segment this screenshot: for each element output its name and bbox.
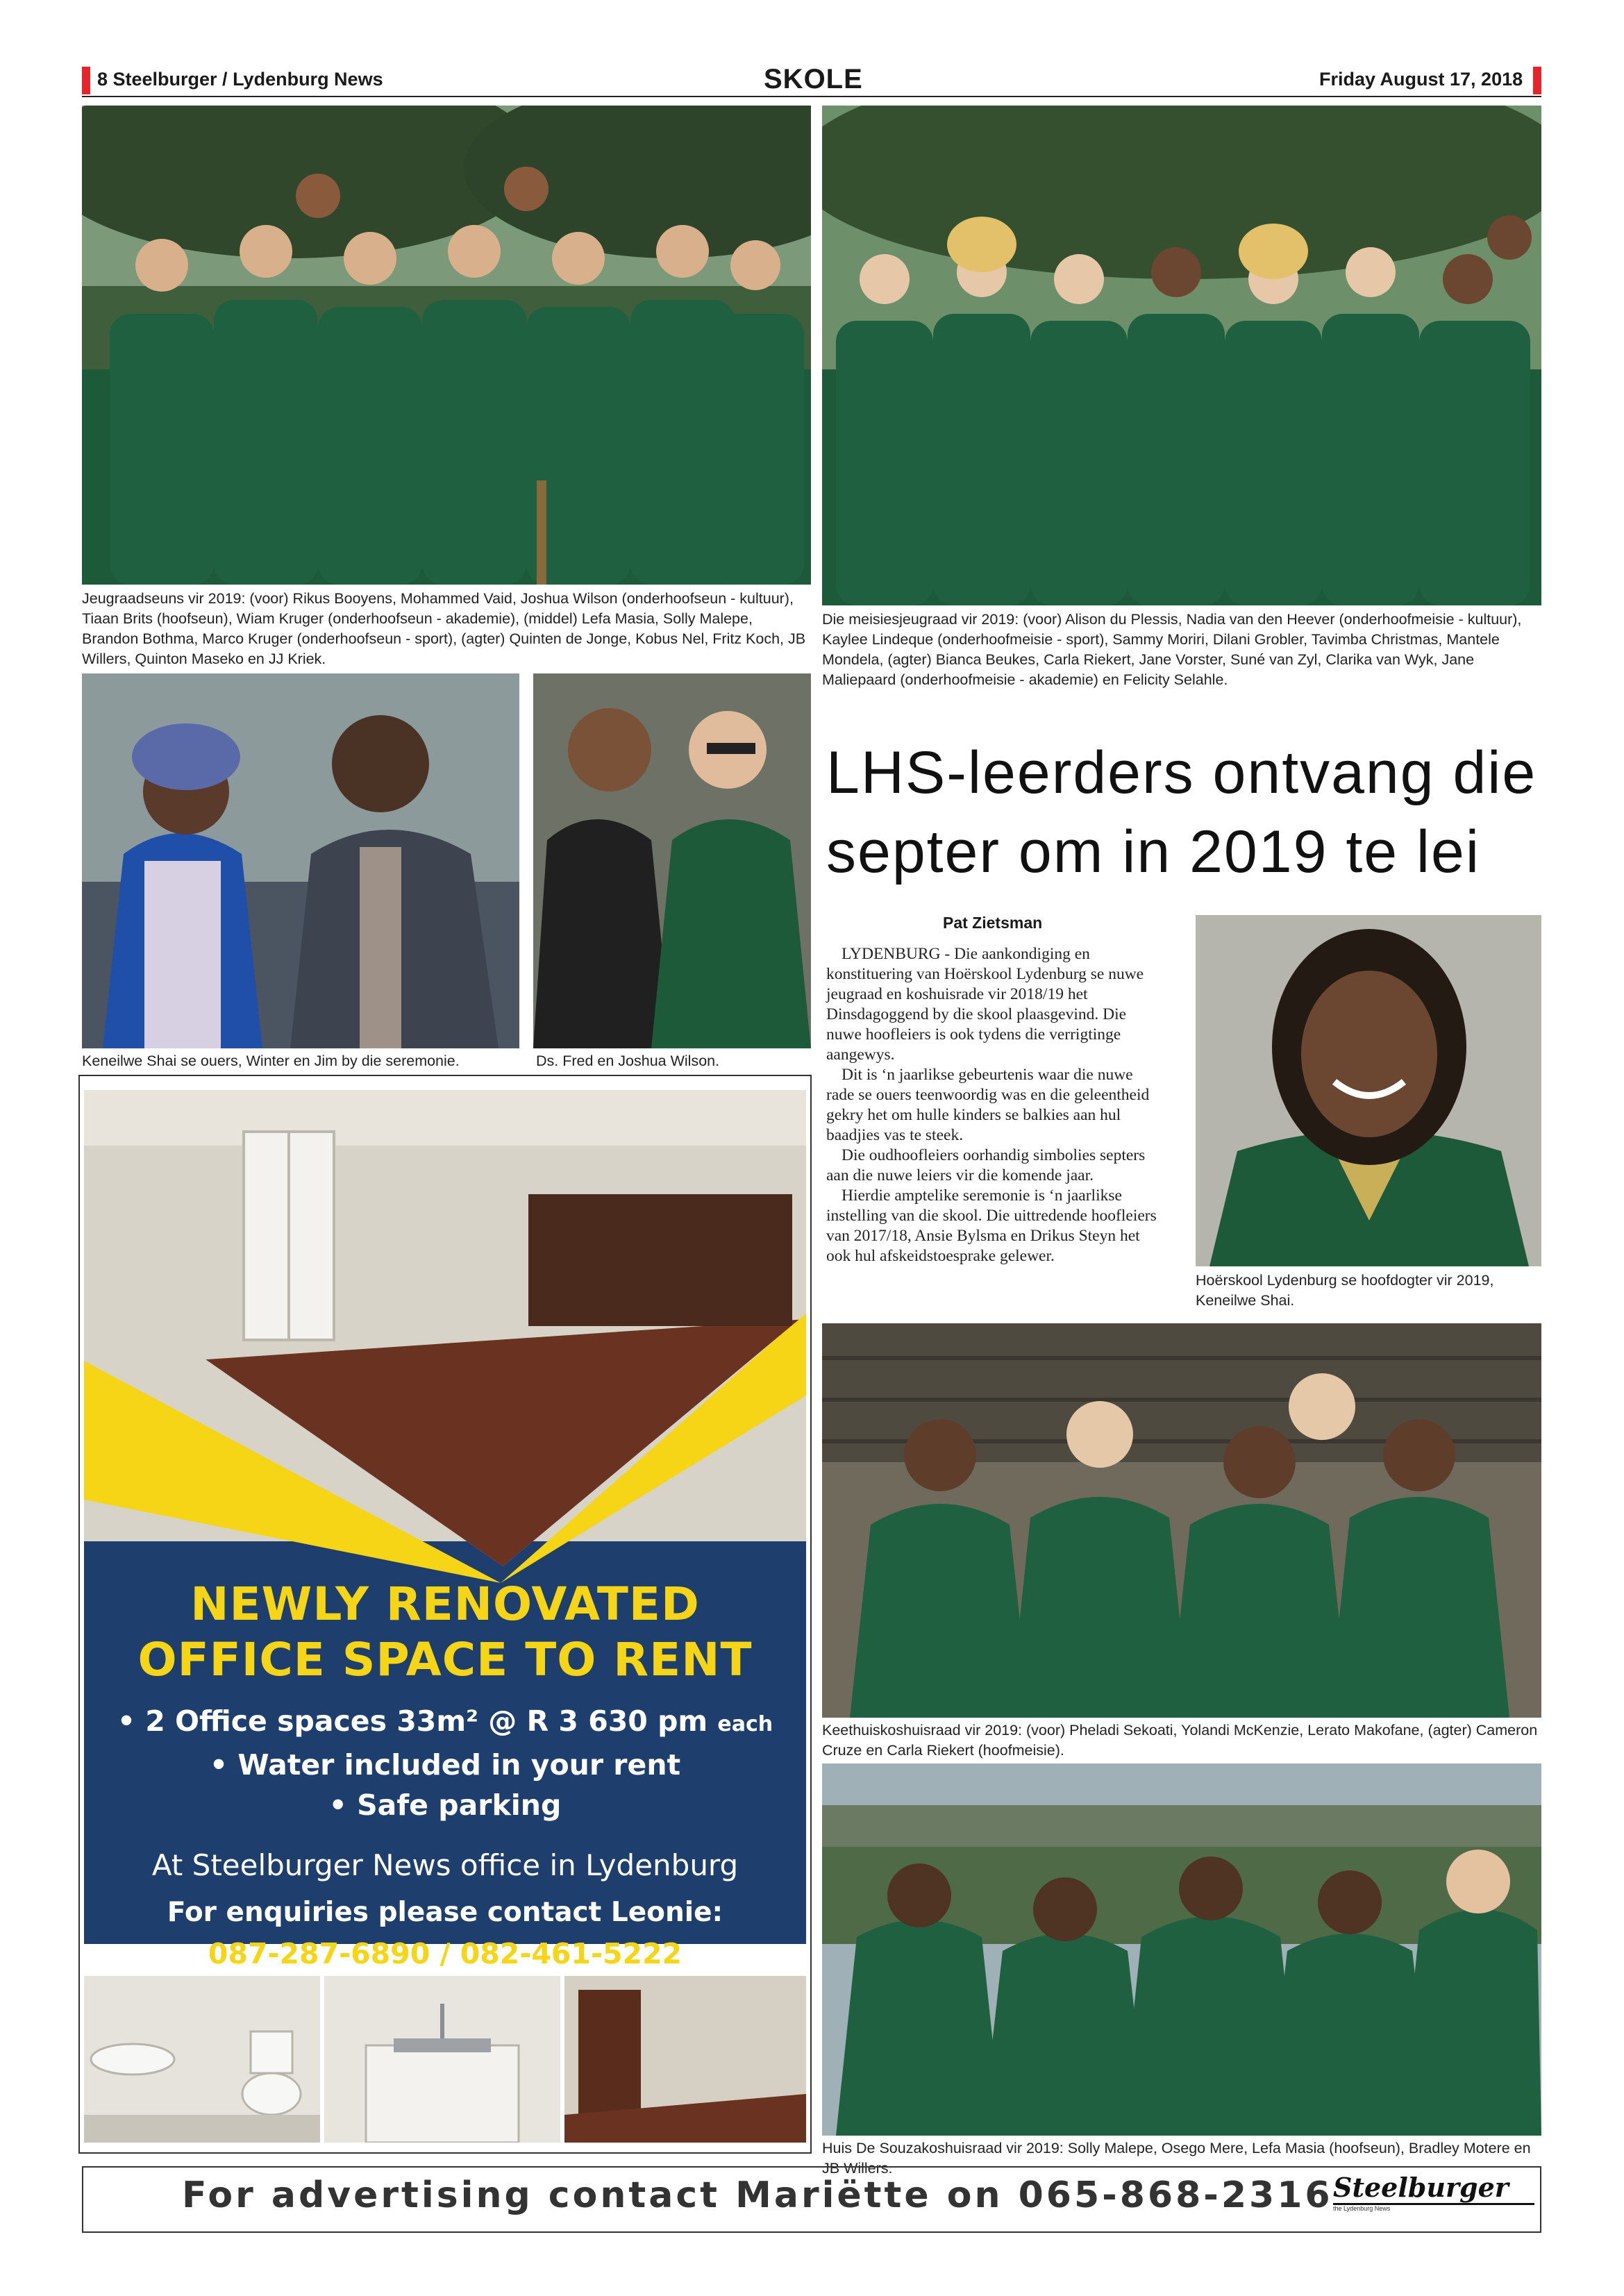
caption-desouza: Huis De Souzakoshuisraad vir 2019: Solly Malepe, Osego Mere, Lefa Masia (hoofseun), Bradley Motere en JB Willers. bbox=[822, 2140, 1531, 2177]
photo-desouza-council bbox=[822, 1763, 1541, 2136]
article-paragraph: Dit is ‘n jaarlikse gebeurtenis waar die nuwe rade se ouers teenwoordig was en die geleentheid gekry het om hulle kinders se balkies aan hul baadjies vas te steek. bbox=[826, 1066, 1150, 1144]
caption-parents: Keneilwe Shai se ouers, Winter en Jim by die seremonie. bbox=[82, 1053, 460, 1069]
article-headline: LHS-leerders ontvang die septer om in 2019 te lei bbox=[826, 739, 1537, 885]
caption-girls: Die meisiesjeugraad vir 2019: (voor) Alison du Plessis, Nadia van den Heever (onderhoofmeisie - kultuur), Kaylee Lindeque (onderhoofmeisie - sport), Sammy Moriri, Dilani Grobler, Tavimba Christmas, Mantele Mondela, (agter) Bianca Beukes, Carla Riekert, Jane Vorster, Suné van Zyl, Clarika van Wyk, Jane Maliepaard (onderhoofmeisie - akademie) en Felicity Selahle. bbox=[822, 611, 1522, 688]
article-paragraph: Hierdie amptelike seremonie is ‘n jaarlikse instelling van die skool. Die uittredende hoofleiers van 2017/18, Ansie Bylsma en Drikus Steyn het ook hul afskeidstoesprake gelewer. bbox=[826, 1187, 1157, 1265]
header-date: Friday August 17, 2018 bbox=[1319, 69, 1523, 90]
photo-parents bbox=[82, 673, 519, 1048]
header-right-bar bbox=[1533, 67, 1541, 94]
ad-bathroom-photo bbox=[84, 1976, 320, 2143]
footer-advertising-text: For advertising contact Mariëtte on 065-868-2316 bbox=[182, 2175, 1333, 2216]
caption-keethuis: Keethuiskoshuisraad vir 2019: (voor) Pheladi Sekoati, Yolandi McKenzie, Lerato Makofane, (agter) Cameron Cruze en Carla Riekert (hoofmeisie). bbox=[822, 1722, 1538, 1759]
photo-ds-fred bbox=[533, 673, 811, 1048]
ad-headline-line1: NEWLY RENOVATED bbox=[190, 1577, 700, 1631]
section-title: SKOLE bbox=[764, 64, 863, 94]
ad-bullet-list bbox=[84, 1701, 806, 1825]
photo-keethuis-council bbox=[822, 1323, 1541, 1718]
photo-head-girl bbox=[1196, 915, 1541, 1266]
ad-bullet-office-spaces: • 2 Office spaces 33m² @ R 3 630 pm each bbox=[117, 1704, 773, 1738]
header-left-bar bbox=[82, 67, 90, 94]
office-rent-advert bbox=[78, 1075, 812, 2154]
article-body bbox=[826, 944, 1164, 1266]
photo-girls-youth-council bbox=[822, 106, 1541, 605]
ad-bullet-water: • Water included in your rent bbox=[209, 1748, 681, 1782]
article-paragraph: LYDENBURG - Die aankondiging en konstituering van Hoërskool Lydenburg se nuwe jeugraad en koshuisrade vir 2018/19 het Dinsdagoggend by die skool plaasgevind. Die nuwe hoofleiers is ook tydens die verrigtinge aangewys. bbox=[826, 945, 1144, 1064]
ad-headline-line2: OFFICE SPACE TO RENT bbox=[137, 1633, 753, 1686]
ad-location: At Steelburger News office in Lydenburg bbox=[151, 1848, 739, 1882]
ad-phone-numbers[interactable]: 087-287-6890 / 082-461-5222 bbox=[208, 1937, 683, 1970]
caption-boys: Jeugraadseuns vir 2019: (voor) Rikus Booyens, Mohammed Vaid, Joshua Wilson (onderhoofseun - kultuur), Tiaan Brits (hoofseun), Wiam Kruger (onderhoofseun - akademie), (middel) Lefa Masia, Solly Malepe, Brandon Bothma, Marco Kruger (onderhoofseun - sport), (agter) Quinten de Jonge, Kobus Nel, Fritz Koch, JB Willers, Quinton Maseko en JJ Kriek. bbox=[82, 590, 806, 667]
header-page-info: 8 Steelburger / Lydenburg News bbox=[97, 69, 383, 90]
ad-office-photo bbox=[564, 1976, 806, 2143]
ad-bullet-parking: • Safe parking bbox=[328, 1788, 562, 1822]
photo-boys-youth-council bbox=[82, 106, 811, 585]
article-paragraph: Die oudhoofleiers oorhandig simbolies septers aan die nuwe leiers vir die komende jaar. bbox=[826, 1146, 1146, 1184]
ad-contact-line: For enquiries please contact Leonie: bbox=[167, 1897, 723, 1928]
caption-head-girl: Hoërskool Lydenburg se hoofdogter vir 2019, Keneilwe Shai. bbox=[1196, 1272, 1494, 1309]
ad-kitchen-photo bbox=[324, 1976, 560, 2143]
caption-fred: Ds. Fred en Joshua Wilson. bbox=[536, 1053, 720, 1069]
ad-bullet-each: each bbox=[717, 1712, 773, 1736]
steelburger-logo bbox=[1333, 2172, 1534, 2227]
logo-subtitle: the Lydenburg News bbox=[1333, 2205, 1391, 2212]
article-byline: Pat Zietsman bbox=[943, 914, 1043, 932]
header-rule bbox=[82, 96, 1541, 97]
logo-wordmark: Steelburger bbox=[1333, 2172, 1534, 2205]
